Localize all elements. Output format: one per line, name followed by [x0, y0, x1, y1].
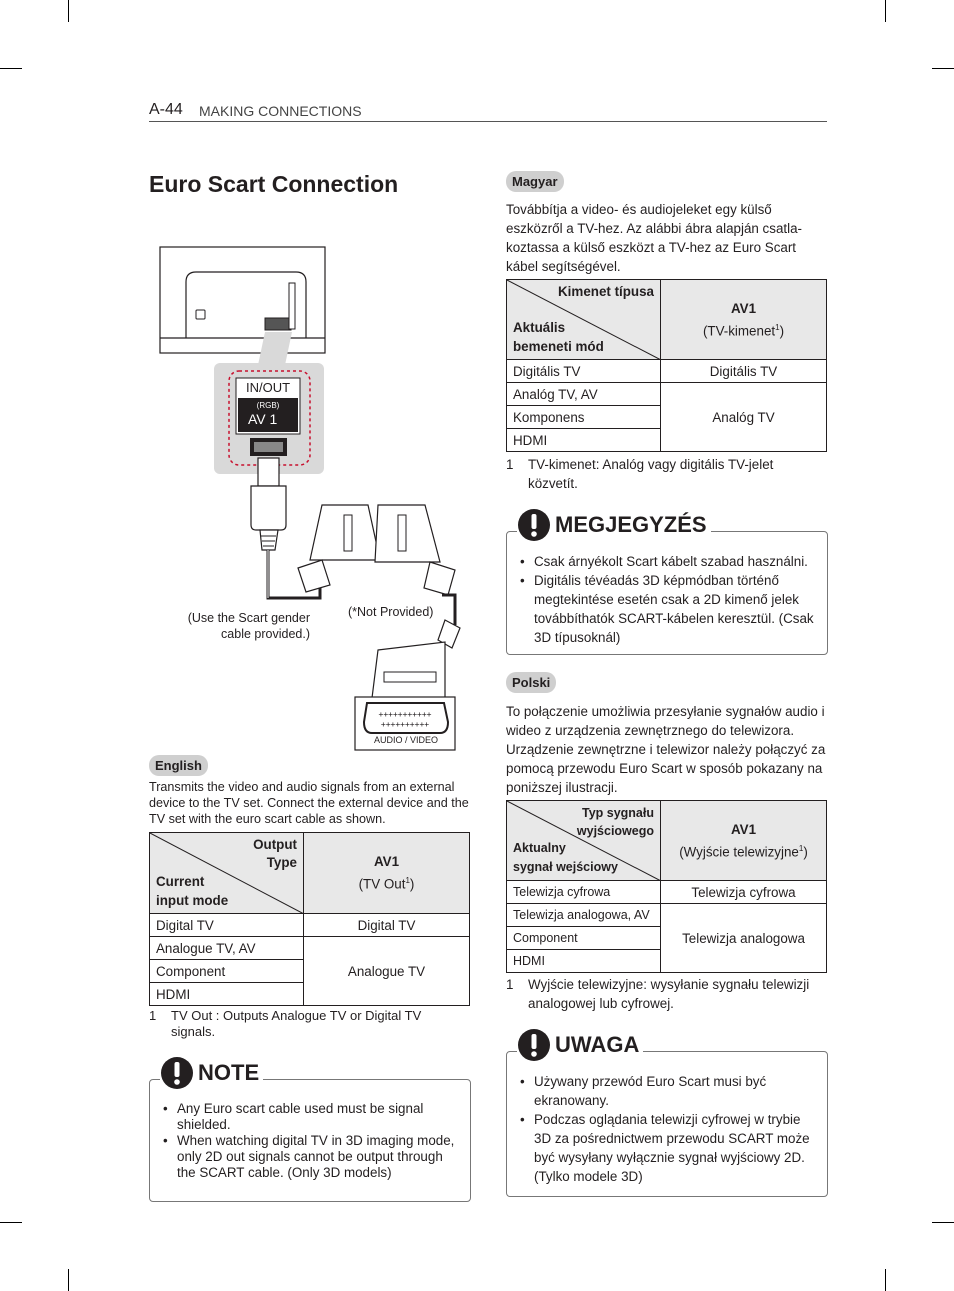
- header-rule: [149, 121, 827, 122]
- av1-subtitle: [667, 318, 820, 340]
- av1-column-header: [661, 801, 827, 881]
- port-label: IN/OUT: [245, 380, 291, 395]
- header-current: Aktualny: [513, 841, 566, 855]
- table-cell: Digital TV: [304, 914, 470, 937]
- table-cell: Analogue TV: [304, 937, 470, 1006]
- crop-mark: [885, 0, 886, 22]
- footnote-number: 1: [506, 457, 514, 472]
- magyar-table: [506, 279, 827, 452]
- header-output: Output: [253, 837, 297, 852]
- table-cell: Analóg TV: [661, 383, 827, 452]
- table-row-label: HDMI: [507, 950, 661, 973]
- av1-title: AV1: [373, 854, 400, 870]
- crop-mark: [932, 1222, 954, 1223]
- crop-mark: [68, 1269, 69, 1291]
- note-item: • Digitális tévéadás 3D képmódban történő megtekintése esetén csak a 2D kimenő jelek továbbíthatók SCART-kábelen keresztül. (Csak 3D típusoknál): [515, 571, 820, 647]
- note-title: UWAGA: [555, 1032, 640, 1057]
- table-row-label: Komponens: [507, 406, 661, 429]
- footnote-ref: 1: [798, 843, 804, 853]
- table-cell: Telewizja analogowa: [661, 904, 827, 973]
- table-cell: Telewizja cyfrowa: [661, 881, 827, 904]
- warning-icon: [160, 1056, 194, 1090]
- header-current: Current: [156, 874, 205, 889]
- table-row-label: Component: [150, 960, 304, 983]
- english-footnote: [149, 1008, 470, 1042]
- svg-text:++++++++++: ++++++++++: [380, 720, 430, 729]
- crop-mark: [0, 68, 22, 69]
- crop-mark: [932, 68, 954, 69]
- header-current: Aktuális: [513, 320, 566, 335]
- note-box: [149, 1079, 471, 1202]
- av1-label: AV 1: [248, 411, 278, 427]
- table-row-label: Component: [507, 927, 661, 950]
- av1-title: AV1: [730, 300, 757, 316]
- magyar-intro: Továbbítja a video- és audiojeleket egy külső eszközről a TV-hez. Az alábbi ábra alapján csatla-koztassa a külső eszközt a TV-hez az Euro Scart kábel segítségével.: [506, 202, 802, 274]
- crop-mark: [885, 1269, 886, 1291]
- note-title: MEGJEGYZÉS: [555, 512, 707, 537]
- crop-mark: [68, 0, 69, 22]
- av1-subtitle: [310, 871, 463, 893]
- av1-title: AV1: [730, 821, 757, 837]
- warning-icon: [517, 508, 551, 542]
- english-intro: Transmits the video and audio signals from an external device to the TV set. Connect the external device and the TV set with the euro scart cable as shown.: [149, 780, 469, 826]
- header-input-mode: bemeneti mód: [513, 339, 604, 354]
- header-type: Type: [266, 855, 297, 870]
- footnote-ref: 1: [405, 876, 410, 886]
- av1-close: ): [409, 876, 415, 892]
- gender-note-2: cable provided.): [221, 627, 310, 641]
- footnote-text: TV-kimenet: Analóg vagy digitális TV-jelet közvetít.: [528, 457, 774, 491]
- warning-icon: [517, 1028, 551, 1062]
- megjegyzes-heading: [517, 508, 711, 542]
- av1-subtitle: [667, 839, 820, 861]
- svg-text:+++++++++++: +++++++++++: [378, 710, 432, 719]
- note-item: • Używany przewód Euro Scart musi być ekranowany.: [515, 1072, 815, 1110]
- av1-close: ): [779, 323, 785, 339]
- not-provided-label: (*Not Provided): [348, 605, 434, 619]
- table-row-label: Telewizja cyfrowa: [507, 881, 661, 904]
- lang-tab-magyar: Magyar: [506, 171, 564, 192]
- lang-tab-polski: Polski: [506, 672, 556, 693]
- header-input-mode: input mode: [156, 893, 229, 908]
- magyar-footnote: [506, 455, 827, 493]
- page-number: A-44: [149, 101, 183, 118]
- crop-mark: [0, 1222, 22, 1223]
- table-row-label: HDMI: [150, 983, 304, 1006]
- footnote-ref: 1: [775, 322, 780, 332]
- header-output-type: Kimenet típusa: [558, 284, 654, 299]
- header-type: wyjściowego: [576, 824, 654, 838]
- polski-table: [506, 800, 827, 973]
- section-title: MAKING CONNECTIONS: [199, 103, 362, 119]
- table-row-label: HDMI: [507, 429, 661, 452]
- footnote-text: Wyjście telewizyjne: wysyłanie sygnału telewizji analogowej lub cyfrowej.: [528, 977, 810, 1011]
- footnote-number: 1: [506, 977, 514, 992]
- footnote-number: 1: [149, 1008, 157, 1023]
- note-title: NOTE: [198, 1060, 260, 1085]
- table-row-label: Telewizja analogowa, AV: [507, 904, 661, 927]
- page-title: Euro Scart Connection: [149, 171, 399, 197]
- note-item: • Csak árnyékolt Scart kábelt szabad használni.: [515, 552, 820, 571]
- av1-sub: (TV Out: [358, 876, 406, 892]
- header-input-mode: sygnał wejściowy: [513, 860, 618, 874]
- av1-sub: (TV-kimenet: [702, 323, 776, 339]
- note-item: • When watching digital TV in 3D imaging mode, only 2D out signals cannot be output through the SCART cable. (Only 3D models): [158, 1133, 463, 1181]
- gender-note-1: (Use the Scart gender: [187, 611, 310, 625]
- note-heading: [160, 1056, 263, 1090]
- footnote-text: TV Out : Outputs Analogue TV or Digital TV signals.: [171, 1008, 422, 1039]
- av1-column-header: [304, 833, 470, 914]
- av1-close: ): [803, 844, 808, 860]
- polski-intro: To połączenie umożliwia przesyłanie sygnałów audio i wideo z urządzenia zewnętrznego do telewizora. Urządzenie zewnętrzne i telewizor należy połączyć za pomocą przewodu Euro Scart w sposób pokazany na poniższej ilustracji.: [506, 704, 826, 795]
- table-cell: Digitális TV: [661, 360, 827, 383]
- uwaga-box: [506, 1051, 828, 1197]
- av1-column-header: [661, 280, 827, 360]
- note-item: • Podczas oglądania telewizji cyfrowej w trybie 3D za pośrednictwem przewodu SCART może być wysyłany wyłącznie sygnał wyjściowy 2D. (Tylko modele 3D): [515, 1110, 815, 1186]
- connection-diagram: [150, 240, 480, 755]
- table-row-label: Analóg TV, AV: [507, 383, 661, 406]
- english-table: [149, 832, 470, 1006]
- megjegyzes-box: [506, 531, 828, 655]
- note-item: • Any Euro scart cable used must be signal shielded.: [158, 1101, 463, 1133]
- polski-footnote: [506, 975, 827, 1013]
- rgb-label: (RGB): [256, 401, 280, 410]
- table-row-label: Digital TV: [150, 914, 304, 937]
- uwaga-heading: [517, 1028, 643, 1062]
- table-row-label: Analogue TV, AV: [150, 937, 304, 960]
- table-row-label: Digitális TV: [507, 360, 661, 383]
- device-label: AUDIO / VIDEO: [373, 735, 438, 745]
- av1-sub: (Wyjście telewizyjne: [679, 844, 799, 860]
- lang-tab-english: English: [149, 755, 208, 776]
- header-output: Typ sygnału: [581, 806, 654, 820]
